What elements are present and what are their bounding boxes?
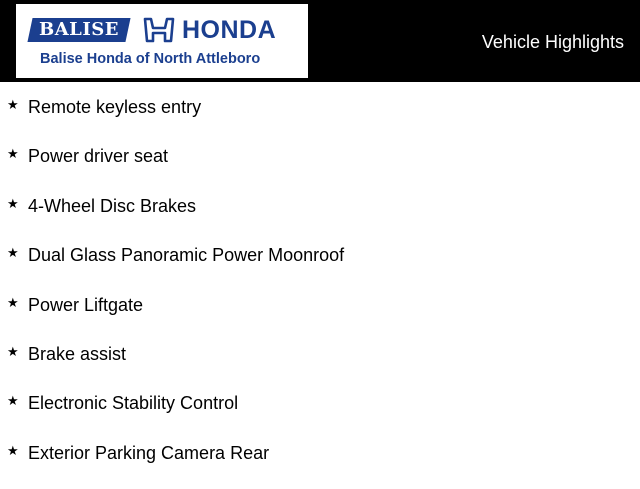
highlight-label: Brake assist [28, 343, 127, 364]
balise-badge [27, 18, 130, 42]
list-item [0, 440, 640, 489]
list-item [0, 390, 640, 439]
highlight-label: 4-Wheel Disc Brakes [28, 195, 197, 216]
star-icon: ★ [7, 147, 19, 163]
star-icon: ★ [7, 98, 19, 113]
highlight-label: Dual Glass Panoramic Power Moonroof [28, 245, 345, 266]
star-icon: ★ [7, 394, 19, 410]
star-icon: ★ [7, 443, 19, 459]
honda-h-icon [142, 16, 176, 44]
star-icon: ★ [7, 344, 19, 360]
highlight-label: Power Liftgate [28, 294, 144, 315]
list-item [0, 292, 640, 341]
balise-badge-text: BALISE [39, 19, 119, 40]
list-item [0, 94, 640, 143]
dealer-name: Balise Honda of North Attleboro [40, 51, 261, 67]
list-item [0, 242, 640, 291]
highlights-list [0, 94, 640, 489]
highlight-label: Power driver seat [28, 146, 169, 167]
header-bar [0, 0, 640, 82]
dealer-logo [16, 4, 308, 78]
star-icon: ★ [7, 196, 19, 212]
star-icon: ★ [7, 295, 19, 311]
highlight-label: Electronic Stability Control [28, 393, 239, 414]
highlight-label: Exterior Parking Camera Rear [28, 442, 270, 463]
star-icon: ★ [7, 246, 19, 262]
page-title: Vehicle Highlights [481, 32, 624, 52]
list-item [0, 341, 640, 390]
list-item [0, 143, 640, 192]
highlight-label: Remote keyless entry [28, 97, 202, 117]
list-item [0, 193, 640, 242]
honda-wordmark: HONDA [182, 16, 277, 44]
